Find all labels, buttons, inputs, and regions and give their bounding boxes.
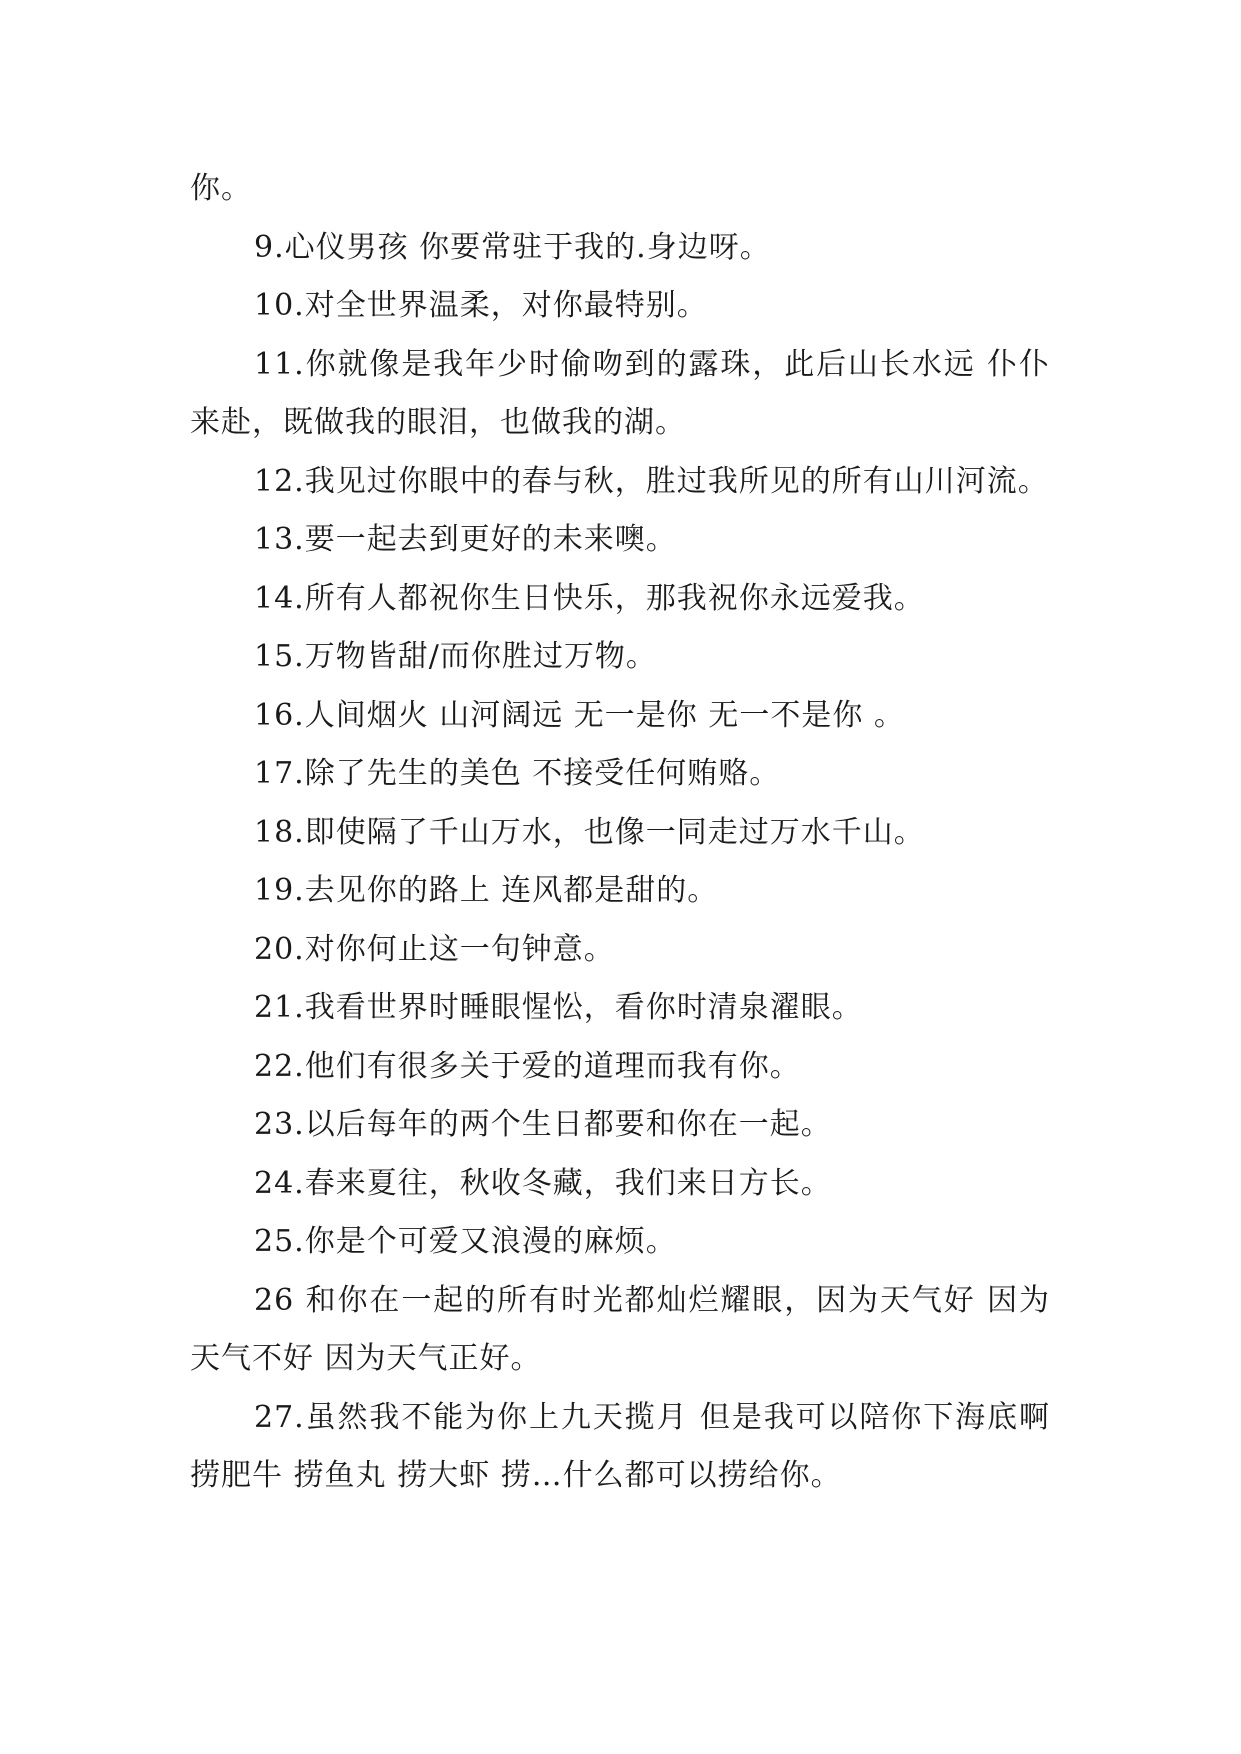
- paragraph: 21.我看世界时睡眼惺忪，看你时清泉濯眼。: [254, 990, 863, 1025]
- paragraph: 17.除了先生的美色 不接受任何贿赂。: [254, 756, 781, 791]
- paragraph: 20.对你何止这一句钟意。: [254, 931, 615, 967]
- paragraph: 11.你就像是我年少时偷吻到的露珠，此后山长水远 仆仆来赴，既做我的眼泪，也做我的湖。: [190, 346, 1050, 440]
- paragraph: 你。: [190, 171, 252, 206]
- paragraph: 18.即使隔了千山万水，也像一同走过万水千山。: [254, 814, 925, 850]
- paragraph: 24.春来夏往，秋收冬藏，我们来日方长。: [254, 1165, 832, 1201]
- paragraph: 12.我见过你眼中的春与秋，胜过我所见的所有山川河流。: [254, 463, 1049, 499]
- paragraph: 13.要一起去到更好的未来噢。: [254, 522, 677, 557]
- paragraph: 10.对全世界温柔，对你最特别。: [254, 288, 708, 323]
- paragraph: 16.人间烟火 山河阔远 无一是你 无一不是你 。: [254, 697, 905, 733]
- paragraph: 19.去见你的路上 连风都是甜的。: [254, 873, 719, 908]
- paragraph: 9.心仪男孩 你要常驻于我的.身边呀。: [254, 229, 771, 265]
- paragraph: 22.他们有很多关于爱的道理而我有你。: [254, 1048, 801, 1084]
- paragraph: 14.所有人都祝你生日快乐，那我祝你永远爱我。: [254, 580, 925, 616]
- paragraph: 15.万物皆甜/而你胜过万物。: [254, 639, 657, 674]
- paragraph: 25.你是个可爱又浪漫的麻烦。: [254, 1224, 677, 1259]
- paragraph: 26 和你在一起的所有时光都灿烂耀眼，因为天气好 因为天气不好 因为天气正好。: [190, 1282, 1050, 1376]
- paragraph: 23.以后每年的两个生日都要和你在一起。: [254, 1107, 832, 1142]
- document-body: [190, 160, 1050, 1506]
- paragraph: 27.虽然我不能为你上九天揽月 但是我可以陪你下海底啊 捞肥牛 捞鱼丸 捞大虾 捞…什么都可以捞给你。: [190, 1399, 1050, 1493]
